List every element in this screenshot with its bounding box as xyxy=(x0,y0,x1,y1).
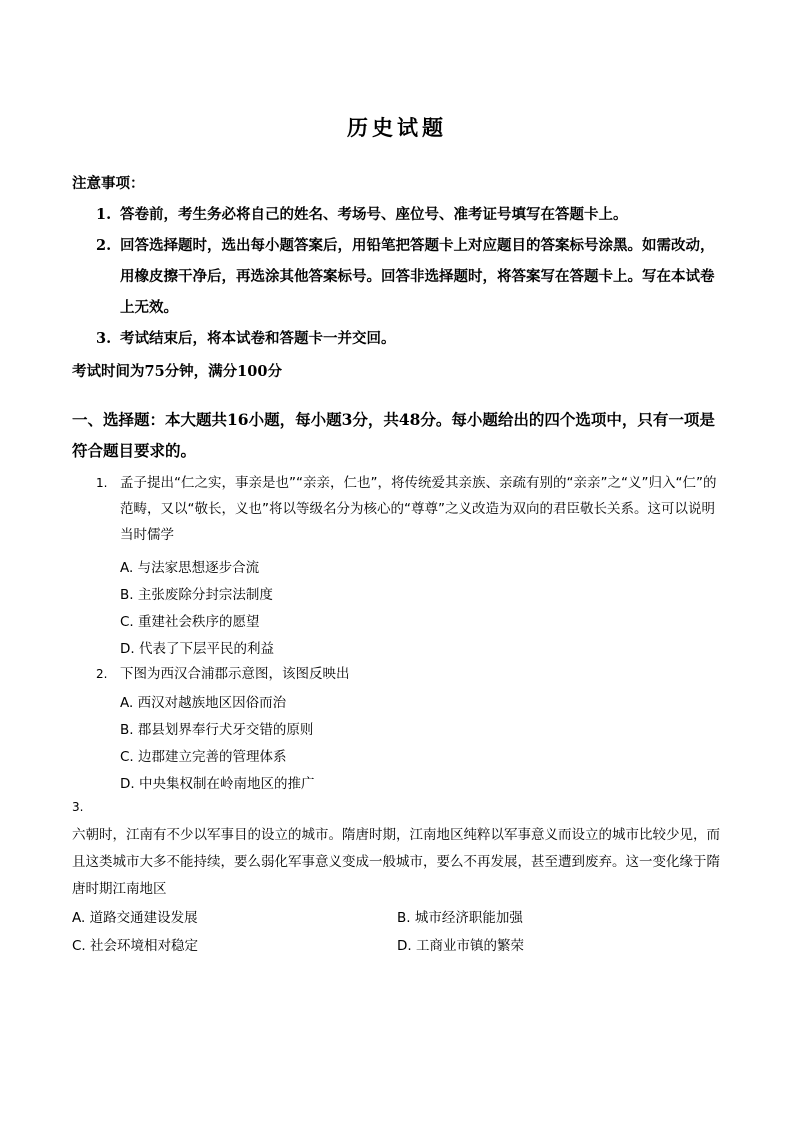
question-3-option-c: C. 社会环境相对稳定 xyxy=(72,938,199,954)
question-2-option-b: B. 郡县划界奉行犬牙交错的原则 xyxy=(120,722,314,738)
question-1-option-a: A. 与法家思想逐步合流 xyxy=(120,560,260,576)
notice-heading: 注意事项： xyxy=(72,175,145,192)
question-3-option-d: D. 工商业市镇的繁荣 xyxy=(397,938,524,954)
question-stem: 孟子提出“仁之实，事亲是也”“亲亲，仁也”，将传统爱其亲族、亲疏有别的“亲亲”之“义”归入“仁”的范畴，又以“敬长，义也”将以等级名分为核心的“尊尊”之义改造为双向的君臣敬长关系。这可以说明当时儒学 xyxy=(120,475,717,543)
notice-item-text: 答卷前，考生务必将自己的姓名、考场号、座位号、准考证号填写在答题卡上。 xyxy=(120,206,628,223)
notice-item xyxy=(96,323,728,354)
notice-item xyxy=(96,230,728,323)
question-1-option-c: C. 重建社会秩序的愿望 xyxy=(120,614,260,630)
notice-item-number: 3. xyxy=(96,330,112,347)
question-1-option-d: D. 代表了下层平民的利益 xyxy=(120,641,274,657)
section-title: 一、选择题：本大题共16小题，每小题3分，共48分。每小题给出的四个选项中，只有一项是符合题目要求的。 xyxy=(72,410,715,460)
notice-item-number: 1. xyxy=(96,206,112,223)
question-3-option-b: B. 城市经济职能加强 xyxy=(397,910,523,926)
notice-item-text: 考试结束后，将本试卷和答题卡一并交回。 xyxy=(120,330,396,347)
question-2-option-d: D. 中央集权制在岭南地区的推广 xyxy=(120,776,315,792)
question-1 xyxy=(96,470,722,548)
notice-item xyxy=(96,199,728,230)
notice-item-text: 回答选择题时，选出每小题答案后，用铅笔把答题卡上对应题目的答案标号涂黑。如需改动，用橡皮擦干净后，再选涂其他答案标号。回答非选择题时，将答案写在答题卡上。写在本试卷上无效。 xyxy=(120,237,715,316)
exam-time: 考试时间为75分钟，满分100分 xyxy=(72,363,282,380)
question-2-option-c: C. 边郡建立完善的管理体系 xyxy=(120,749,287,765)
page-title: 历史试题 xyxy=(347,115,447,140)
question-1-option-b: B. 主张废除分封宗法制度 xyxy=(120,587,273,603)
question-2 xyxy=(96,661,722,687)
question-3-number: 3. xyxy=(72,800,84,814)
notice-item-number: 2. xyxy=(96,237,112,254)
question-3-option-a: A. 道路交通建设发展 xyxy=(72,910,198,926)
question-3-stem: 六朝时，江南有不少以军事目的设立的城市。隋唐时期，江南地区纯粹以军事意义而设立的城市比较少见，而且这类城市大多不能持续，要么弱化军事意义变成一般城市，要么不再发展，甚至遭到废弃。这一变化缘于隋唐时期江南地区 xyxy=(72,827,720,897)
question-number: 2. xyxy=(96,667,108,681)
question-stem: 下图为西汉合浦郡示意图，该图反映出 xyxy=(120,666,350,682)
question-number: 1. xyxy=(96,476,108,490)
question-2-option-a: A. 西汉对越族地区因俗而治 xyxy=(120,695,287,711)
